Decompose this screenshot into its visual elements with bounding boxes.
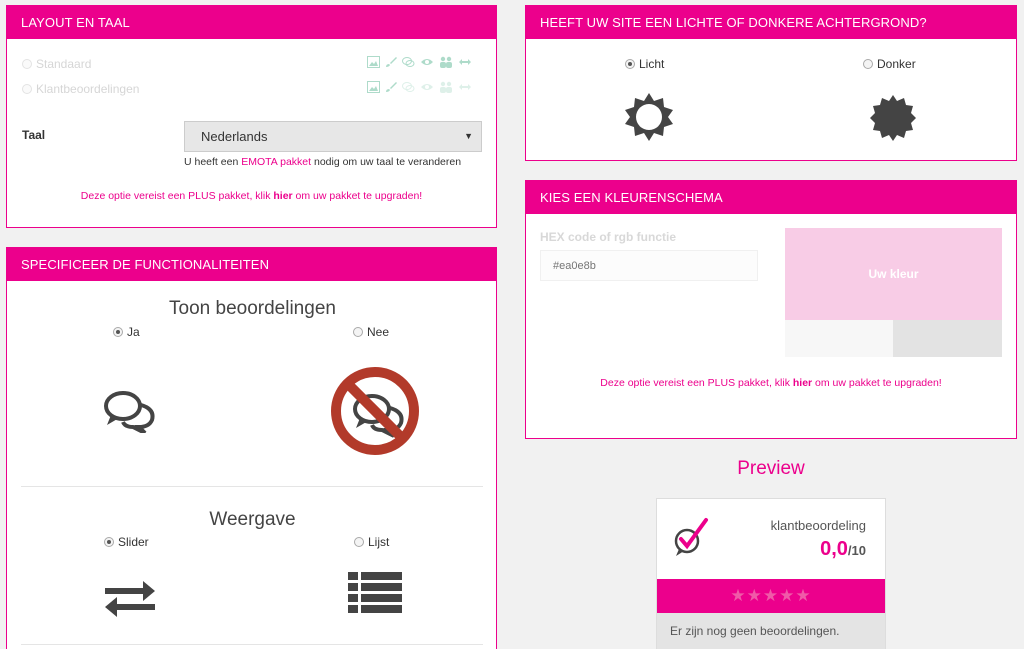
- language-note: [184, 156, 461, 168]
- note-text: U heeft een: [184, 156, 242, 168]
- radio-dark[interactable]: [863, 59, 873, 69]
- empty-reviews-text: Er zijn nog geen beoordelingen.: [670, 624, 840, 638]
- option-label: Klantbeoordelingen: [36, 82, 140, 96]
- upsell-link[interactable]: hier: [273, 190, 293, 202]
- swatch-light-preview: [785, 320, 893, 357]
- divider: [21, 644, 483, 645]
- language-label: Taal: [22, 128, 46, 142]
- dark-badge-icon[interactable]: [869, 94, 917, 142]
- score-value: 0,0: [820, 538, 848, 560]
- panel-title: KIES EEN KLEURENSCHEMA: [526, 181, 1016, 214]
- light-sun-icon[interactable]: [624, 92, 674, 142]
- divider: [21, 486, 483, 487]
- upsell-text: Deze optie vereist een PLUS pakket, klik: [80, 190, 274, 202]
- upsell-notice: [526, 377, 1016, 389]
- star-rating: ★★★★★: [730, 586, 812, 605]
- layout-option-standaard[interactable]: [22, 57, 91, 71]
- background-panel: [525, 5, 1017, 161]
- check-bubble-icon: [673, 517, 709, 557]
- radio-standaard[interactable]: [22, 59, 32, 69]
- feature-icons-row-2: [367, 81, 472, 93]
- arrows-horizontal-icon: [458, 81, 472, 93]
- language-select-value: Nederlands: [201, 129, 268, 144]
- brush-icon: [385, 81, 397, 93]
- upsell-text: om uw pakket te upgraden!: [292, 190, 423, 202]
- radio-display-list[interactable]: [354, 537, 364, 547]
- stars-bar: [657, 579, 885, 613]
- radio-light[interactable]: [625, 59, 635, 69]
- color-swatch: [785, 228, 1002, 320]
- score-max: /10: [847, 543, 866, 558]
- option-label: Donker: [877, 57, 916, 71]
- reviews-yes-option[interactable]: [113, 325, 140, 339]
- caret-down-icon: ▼: [464, 131, 473, 141]
- language-select[interactable]: [184, 121, 482, 152]
- background-light-option[interactable]: [625, 57, 664, 71]
- upsell-text: Deze optie vereist een PLUS pakket, klik: [600, 377, 793, 389]
- panel-title: HEEFT UW SITE EEN LICHTE OF DONKERE ACHTERGROND?: [526, 6, 1016, 39]
- review-widget: [656, 498, 886, 649]
- color-scheme-panel: [525, 180, 1017, 439]
- radio-display-slider[interactable]: [104, 537, 114, 547]
- reviews-heading: Toon beoordelingen: [169, 298, 336, 319]
- background-dark-option[interactable]: [863, 57, 916, 71]
- image-icon: [367, 56, 380, 68]
- panel-title: SPECIFICEER DE FUNCTIONALITEITEN: [7, 248, 496, 281]
- empty-reviews-bar: [657, 613, 885, 649]
- swatch-dark-preview: [893, 320, 1002, 357]
- upsell-text: om uw pakket te upgraden!: [812, 377, 942, 389]
- list-icon[interactable]: [348, 572, 402, 614]
- radio-reviews-yes[interactable]: [113, 327, 123, 337]
- image-icon: [367, 81, 380, 93]
- display-list-option[interactable]: [354, 535, 389, 549]
- preview-heading: Preview: [737, 458, 805, 479]
- upsell-link[interactable]: hier: [792, 377, 813, 389]
- functions-panel: [6, 247, 497, 649]
- radio-klantbeoordelingen[interactable]: [22, 84, 32, 94]
- feature-icons-row-1: [367, 56, 472, 68]
- layout-option-klantbeoordelingen[interactable]: [22, 82, 139, 96]
- exchange-arrows-icon[interactable]: [103, 578, 157, 618]
- option-label: Nee: [367, 325, 390, 339]
- panel-title: LAYOUT EN TAAL: [7, 6, 496, 39]
- eye-icon: [420, 56, 434, 68]
- emota-package-link[interactable]: EMOTA pakket: [241, 156, 312, 168]
- people-icon: [439, 81, 453, 93]
- option-label: Slider: [118, 535, 149, 549]
- widget-score: [820, 538, 866, 561]
- upsell-notice: [7, 190, 496, 202]
- eye-icon: [420, 81, 434, 93]
- display-heading: Weergave: [209, 509, 296, 530]
- reviews-no-option[interactable]: [353, 325, 389, 339]
- note-text: nodig om uw taal te veranderen: [311, 156, 462, 168]
- option-label: Standaard: [36, 57, 92, 71]
- option-label: Ja: [127, 325, 140, 339]
- speech-bubbles-icon: [402, 81, 415, 93]
- option-label: Lijst: [368, 535, 390, 549]
- no-reviews-forbidden-icon[interactable]: [330, 366, 420, 456]
- hex-label: HEX code of rgb functie: [540, 230, 677, 244]
- option-label: Licht: [639, 57, 665, 71]
- display-slider-option[interactable]: [104, 535, 149, 549]
- arrows-horizontal-icon: [458, 56, 472, 68]
- radio-reviews-no[interactable]: [353, 327, 363, 337]
- brush-icon: [385, 56, 397, 68]
- hex-input[interactable]: [540, 250, 758, 281]
- layout-language-panel: [6, 5, 497, 228]
- swatch-label: Uw kleur: [868, 267, 919, 281]
- widget-label: klantbeoordeling: [770, 518, 866, 533]
- speech-bubbles-icon[interactable]: [103, 389, 157, 433]
- people-icon: [439, 56, 453, 68]
- speech-bubbles-icon: [402, 56, 415, 68]
